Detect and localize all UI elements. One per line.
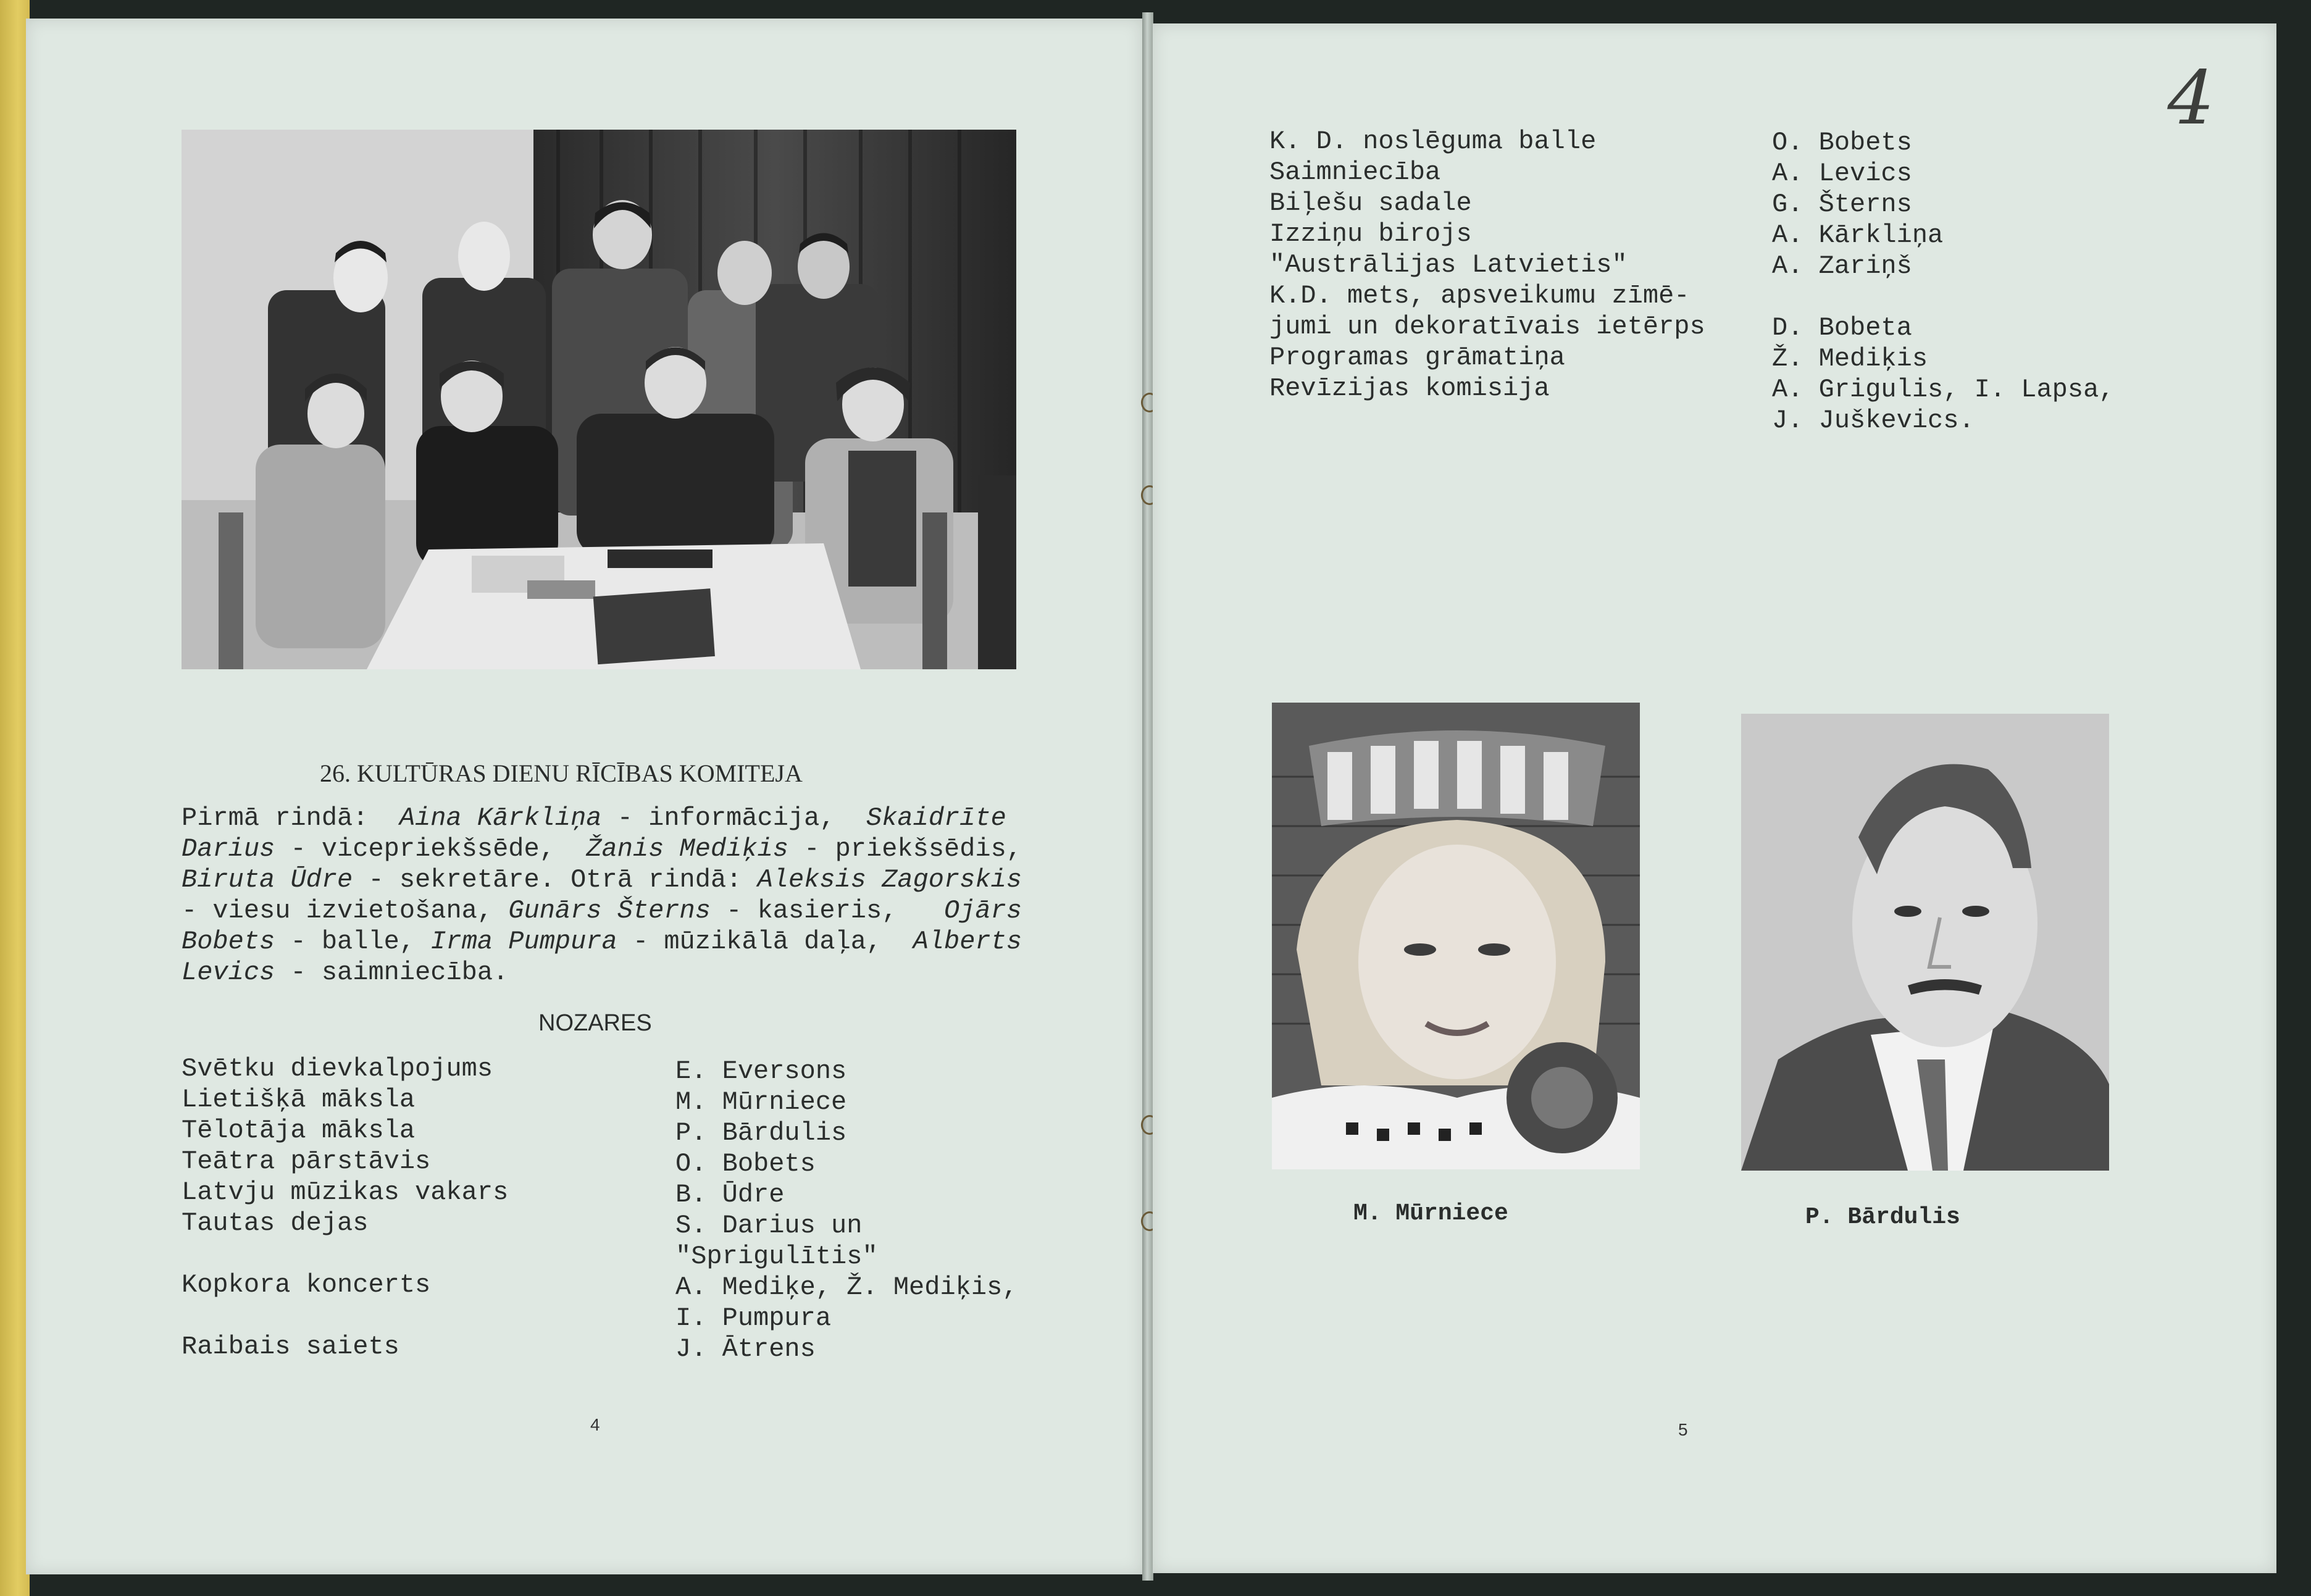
nozare-item xyxy=(182,1239,508,1269)
yellow-edge-strip xyxy=(0,0,30,1596)
role-person: A. Levics xyxy=(1772,159,1912,188)
nozare-person: B. Ūdre xyxy=(675,1180,785,1210)
caption-text: - sekretāre. Otrā rindā: xyxy=(353,865,758,895)
caption-name: Aleksis Zagorskis xyxy=(757,865,1022,895)
handwritten-page-number: 4 xyxy=(2158,56,2224,141)
caption-text: - mūzikālā daļa, xyxy=(617,927,913,956)
caption-name: Aina Kārkliņa xyxy=(399,803,602,833)
nozare-person: I. Pumpura xyxy=(675,1303,832,1333)
nozare-person: J. Ātrens xyxy=(675,1334,816,1364)
caption-text: - priekšsēdis, xyxy=(788,834,1022,864)
caption-line xyxy=(182,834,1022,864)
caption-name: Žanis Mediķis xyxy=(586,834,788,864)
group-photo-drawing xyxy=(182,130,1016,669)
nozare-item: Tēlotāja māksla xyxy=(182,1116,416,1145)
caption-name: Skaidrīte xyxy=(866,803,1006,833)
nozare-item: Latvju mūzikas vakars xyxy=(182,1177,509,1207)
caption-line xyxy=(182,803,1022,834)
caption-murniece: M. Mūrniece xyxy=(1353,1200,1508,1227)
role-person: O. Bobets xyxy=(1772,128,1912,157)
roles-right-column xyxy=(1772,127,2115,436)
caption-name: Alberts xyxy=(913,927,1022,956)
nozares-right-list xyxy=(675,1056,1018,1364)
portrait-murniece xyxy=(1272,703,1640,1169)
caption-line xyxy=(182,864,1022,895)
nozare-item: Svētku dievkalpojums xyxy=(182,1054,493,1084)
caption-name: Biruta Ūdre xyxy=(182,865,353,895)
nozares-heading: NOZARES xyxy=(538,1010,652,1036)
caption-text: - balle, xyxy=(275,927,431,956)
role-item: Saimniecība xyxy=(1269,157,1441,187)
nozare-person: M. Mūrniece xyxy=(675,1087,847,1117)
caption-name: Gunārs Šterns xyxy=(508,896,711,925)
nozares-right-column xyxy=(675,1056,1018,1364)
portrait-bardulis-drawing xyxy=(1741,714,2109,1171)
caption-text: - vicepriekšsēde, xyxy=(275,834,587,864)
committee-caption xyxy=(182,803,1022,988)
roles-list xyxy=(1269,126,1705,404)
caption-name: Bobets xyxy=(182,927,275,956)
role-item: K. D. noslēguma balle xyxy=(1269,127,1597,156)
portrait-murniece-drawing xyxy=(1272,703,1640,1169)
committee-group-photo xyxy=(182,130,1016,669)
page-number-right: 5 xyxy=(1678,1420,1688,1439)
role-person: Ž. Mediķis xyxy=(1772,344,1928,374)
nozare-item: Raibais saiets xyxy=(182,1332,399,1361)
caption-text: Pirmā rindā: xyxy=(182,803,399,833)
book-spine xyxy=(1142,12,1153,1581)
nozare-item: Lietišķā māksla xyxy=(182,1085,416,1114)
nozare-person: "Sprigulītis" xyxy=(675,1242,878,1271)
nozare-person: E. Eversons xyxy=(675,1056,847,1086)
caption-text: - kasieris, xyxy=(710,896,945,925)
caption-text: - saimniecība. xyxy=(275,958,509,987)
nozare-item: Tautas dejas xyxy=(182,1208,369,1238)
role-person xyxy=(1772,282,2115,312)
nozare-person: S. Darius un xyxy=(675,1211,863,1240)
nozares-left-column xyxy=(182,1053,508,1362)
role-person: D. Bobeta xyxy=(1772,313,1912,343)
page-number-left: 4 xyxy=(590,1415,600,1434)
role-person: G. Šterns xyxy=(1772,190,1912,219)
role-item: K.D. mets, apsveikumu zīmē- xyxy=(1269,281,1690,311)
role-item: Programas grāmatiņa xyxy=(1269,343,1565,372)
caption-name: Ojārs xyxy=(944,896,1022,925)
role-item: Biļešu sadale xyxy=(1269,188,1472,218)
role-person: A. Kārkliņa xyxy=(1772,220,1944,250)
role-item: "Austrālijas Latvietis" xyxy=(1269,250,1628,280)
role-person: J. Juškevics. xyxy=(1772,406,1975,435)
role-item: jumi un dekoratīvais ietērps xyxy=(1269,312,1705,341)
nozare-item xyxy=(182,1300,508,1331)
nozare-person: A. Mediķe, Ž. Mediķis, xyxy=(675,1272,1018,1302)
caption-text: - informācija, xyxy=(601,803,866,833)
committee-heading: 26. KULTŪRAS DIENU RĪCĪBAS KOMITEJA xyxy=(320,759,803,787)
role-person: A. Grigulis, I. Lapsa, xyxy=(1772,375,2115,404)
caption-text: - viesu izvietošana, xyxy=(182,896,509,925)
nozares-left-list xyxy=(182,1053,508,1362)
nozare-item: Kopkora koncerts xyxy=(182,1270,431,1300)
nozare-item: Teātra pārstāvis xyxy=(182,1147,431,1176)
nozare-person: O. Bobets xyxy=(675,1149,816,1179)
portrait-bardulis xyxy=(1741,714,2109,1171)
role-person: A. Zariņš xyxy=(1772,251,1912,281)
caption-name: Irma Pumpura xyxy=(430,927,617,956)
caption-line xyxy=(182,926,1022,957)
caption-line xyxy=(182,895,1022,926)
caption-lines xyxy=(182,803,1022,988)
caption-name: Levics xyxy=(182,958,275,987)
roles-left-column xyxy=(1269,126,1705,404)
role-item: Revīzijas komisija xyxy=(1269,374,1550,403)
names-list xyxy=(1772,127,2115,436)
nozare-person: P. Bārdulis xyxy=(675,1118,847,1148)
caption-bardulis: P. Bārdulis xyxy=(1805,1204,1960,1230)
caption-line xyxy=(182,957,1022,988)
role-item: Izziņu birojs xyxy=(1269,219,1472,249)
caption-name: Darius xyxy=(182,834,275,864)
